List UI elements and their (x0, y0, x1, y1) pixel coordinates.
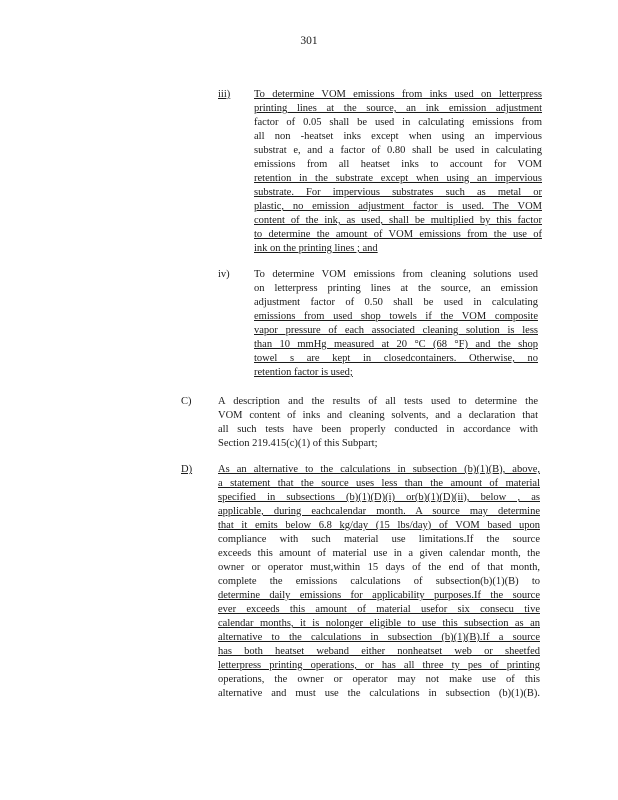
text-line: alternative and must use the calculations in subsection (b)(1)(B). (218, 688, 540, 699)
text-line: letterpress printing operations, or has all three ty pes of printing (218, 660, 540, 671)
paragraph-c (218, 395, 538, 451)
text-line: owner or operator must,within 15 days of the end of that month, (218, 562, 540, 573)
item-label-iv: iv) (218, 269, 230, 280)
paragraph-iii (254, 88, 542, 256)
text-line: to determine the amount of VOM emissions from the use of (254, 229, 542, 240)
text-line: calendar months, it is nolonger eligible to use this subsection as an (218, 618, 540, 629)
text-line: all non -heatset inks except when using an impervious (254, 131, 542, 142)
text-line: emissions from used shop towels if the VOM composite (254, 311, 538, 322)
text-line: ink on the printing lines ; and (254, 243, 378, 254)
item-label-c: C) (181, 396, 192, 407)
text-line: a statement that the source uses less than the amount of material (218, 478, 540, 489)
paragraph-iv (254, 268, 538, 380)
text-line: Section 219.415(c)(1) of this Subpart; (218, 438, 378, 449)
paragraph-d (218, 463, 540, 701)
text-line: substrat e, and a factor of 0.80 shall be used in calculating (254, 145, 542, 156)
text-line: retention in the substrate except when using an impervious (254, 173, 542, 184)
text-line: To determine VOM emissions from inks used on letterpress (254, 89, 542, 100)
text-line: content of the ink, as used, shall be multiplied by this factor (254, 215, 542, 226)
text-line: substrate. For impervious substrates such as metal or (254, 187, 542, 198)
item-label-iii: iii) (218, 89, 231, 100)
text-line: applicable, during eachcalendar month. A source may determine (218, 506, 540, 517)
text-line: vapor pressure of each associated cleaning solution is less (254, 325, 538, 336)
text-line: determine daily emissions for applicability purposes.If the source (218, 590, 540, 601)
text-line: As an alternative to the calculations in subsection (b)(1)(B), above, (218, 464, 540, 475)
text-line: exceeds this amount of material use in a given calendar month, the (218, 548, 540, 559)
text-line: all such tests have been properly conducted in accordance with (218, 424, 538, 435)
text-line: compliance with such material use limitations.If the source (218, 534, 540, 545)
text-line: specified in subsections (b)(1)(D)(i) or(b)(1)(D)(ii), below , as (218, 492, 540, 503)
text-line: than 10 mmHg measured at 20 °C (68 °F) and the shop (254, 339, 538, 350)
text-line: has both heatset weband either nonheatset web or sheetfed (218, 646, 540, 657)
text-line: operations, the owner or operator may not make use of this (218, 674, 540, 685)
text-line: A description and the results of all tests used to determine the (218, 396, 538, 407)
text-line: plastic, no emission adjustment factor is used. The VOM (254, 201, 542, 212)
text-line: factor of 0.05 shall be used in calculating emissions from (254, 117, 542, 128)
item-label-d: D) (181, 464, 193, 475)
text-line: To determine VOM emissions from cleaning solutions used (254, 269, 538, 280)
text-line: that it emits below 6.8 kg/day (15 lbs/day) of VOM based upon (218, 520, 540, 531)
text-line: towel s are kept in closedcontainers. Otherwise, no (254, 353, 538, 364)
text-line: on letterpress printing lines at the source, an emission (254, 283, 538, 294)
text-line: ever exceeds this amount of material usefor six consecu tive (218, 604, 540, 615)
text-line: adjustment factor of 0.50 shall be used in calculating (254, 297, 538, 308)
text-line: complete the emissions calculations of subsection(b)(1)(B) to (218, 576, 540, 587)
text-line: emissions from all heatset inks to account for VOM (254, 159, 542, 170)
text-line: printing lines at the source, an ink emission adjustment (254, 103, 542, 114)
text-line: alternative to the calculations in subsection (b)(1)(B).If a source (218, 632, 540, 643)
text-line: VOM content of inks and cleaning solvents, and a declaration that (218, 410, 538, 421)
page-number: 301 (300, 35, 318, 47)
text-line: retention factor is used; (254, 367, 353, 378)
